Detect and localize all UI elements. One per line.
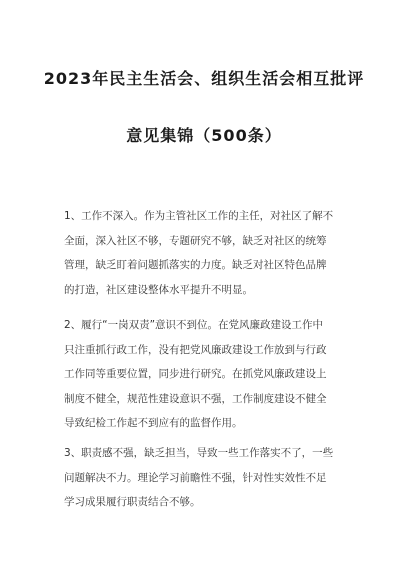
paragraph-line: 工作同等重要位置，同步进行研究。在抓党风廉政建设上 (64, 368, 327, 380)
document-subtitle: 意见集锦（500条） (126, 126, 282, 145)
paragraph-line: 只注重抓行政工作，没有把党风廉政建设工作放到与行政 (64, 343, 327, 356)
paragraph-1 (64, 204, 352, 302)
paragraph-line: 的打造，社区建设整体水平提升不明显。 (64, 283, 253, 296)
paragraph-line: 管理，缺乏盯着问题抓落实的力度。缺乏对社区特色品牌 (64, 259, 327, 271)
paragraph-line: 问题解决不力。理论学习前瞻性不强，针对性实效性不足 (64, 471, 327, 484)
paragraph-line: 制度不健全，规范性建设意识不强，工作制度建设不健全 (64, 392, 327, 405)
document-title: 2023年民主生活会、组织生活会相互批评 (43, 69, 365, 88)
paragraph-line: 全面，深入社区不够，专题研究不够，缺乏对社区的统筹 (64, 234, 327, 247)
paragraph-line: 2、履行“一岗双责”意识不到位。在党风廉政建设工作中 (64, 319, 324, 331)
paragraph-line: 3、职责感不强，缺乏担当，导致一些工作落实不了，一些 (64, 447, 334, 459)
paragraph-2 (64, 313, 352, 436)
paragraph-line: 1、工作不深入。作为主管社区工作的主任，对社区了解不 (64, 210, 334, 222)
paragraph-3 (64, 441, 352, 515)
paragraph-line: 学习成果履行职责结合不够。 (64, 496, 201, 508)
paragraph-line: 导致纪检工作起不到应有的监督作用。 (64, 417, 243, 429)
